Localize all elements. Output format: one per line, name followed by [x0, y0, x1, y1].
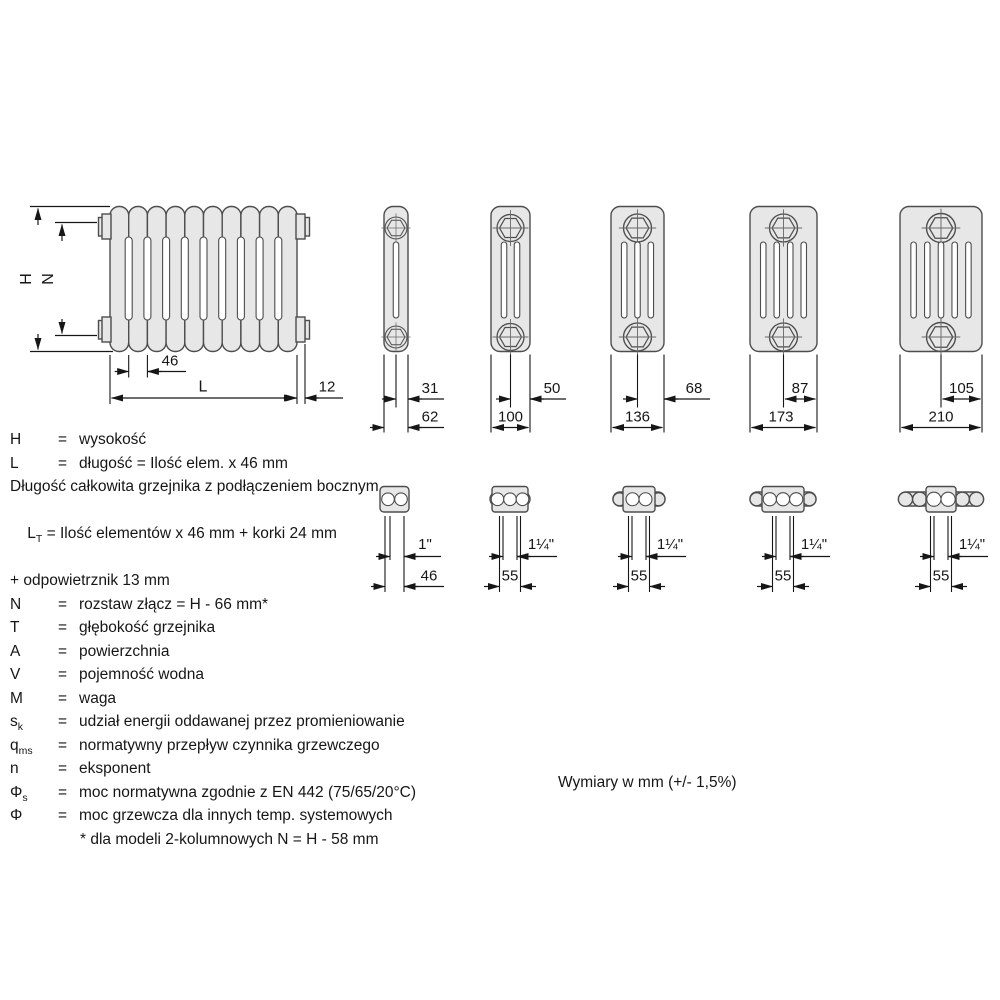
thread-size-value: 1¼"	[958, 536, 986, 553]
top-view-6-column	[898, 487, 988, 593]
thread-size-value: 1"	[418, 536, 432, 553]
legend-row-qms: $q_{ms}$ = normatywny przepływ czynnika grzewczego	[10, 736, 380, 757]
legend-row-v: V = pojemność wodna	[10, 666, 204, 683]
thread-size-value: 1¼"	[527, 536, 555, 553]
legend-row-phi: Φ = moc grzewcza dla innych temp. systemowych	[10, 807, 393, 824]
legend-row-l: L = długość = Ilość elem. x 46 mm	[10, 454, 288, 472]
depth-value: 173	[768, 408, 794, 426]
legend-row-air-vent: + odpowietrznik 13 mm	[10, 572, 170, 589]
half-depth-value: 31	[421, 380, 439, 397]
cross-section-5-column	[750, 207, 817, 433]
thread-size-value: 1¼"	[656, 536, 684, 553]
cross-section-4-column	[611, 207, 710, 433]
legend-row-exponent: n = eksponent	[10, 760, 151, 777]
legend-row-sk: $s_k$ = udział energii oddawanej przez promieniowanie	[10, 713, 405, 734]
element-pitch-value: 46	[161, 352, 179, 370]
legend-row-a: A = powierzchnia	[10, 642, 170, 660]
legend-row-t: T = głębokość grzejnika	[10, 619, 216, 636]
depth-value: 62	[421, 408, 439, 426]
depth-value: 136	[624, 408, 651, 426]
pitch-value: 55	[501, 567, 519, 585]
legend-row-lt: $L_T$ = Ilość elementów x 46 mm + korki 24 mm	[27, 525, 337, 546]
half-depth-value: 87	[791, 380, 809, 397]
legend-row-total-length: Długość całkowita grzejnika z podłączeniem bocznym	[10, 478, 379, 495]
legend-row-phi-s: $\Phi_s$ = moc normatywna zgodnie z EN 442 (75/65/20°C)	[10, 783, 417, 804]
height-label: H	[18, 273, 35, 285]
length-dimensions	[110, 344, 343, 404]
pitch-value: 46	[420, 567, 438, 585]
cross-section-2-column	[370, 207, 444, 433]
legend	[10, 428, 570, 851]
length-label: L	[198, 378, 208, 396]
legend-row-m: M = waga	[10, 689, 117, 707]
end-offset-value: 12	[318, 378, 336, 396]
top-view-4-column	[613, 487, 686, 593]
dimensions-note: Wymiary w mm (+/- 1,5%)	[558, 774, 737, 791]
spacing-label: N	[40, 273, 57, 285]
half-depth-value: 68	[685, 380, 703, 397]
legend-row-h: H = wysokość	[10, 431, 147, 448]
top-view-5-column	[750, 487, 830, 593]
half-depth-value: 50	[543, 380, 561, 397]
half-depth-value: 105	[948, 380, 975, 397]
legend-row-n: N = rozstaw złącz = H - 66 mm*	[10, 595, 269, 613]
element-gaps	[125, 237, 282, 320]
cross-section-6-column	[900, 207, 982, 433]
pitch-value: 55	[630, 567, 648, 585]
legend-footnote: * dla modeli 2-kolumnowych N = H - 58 mm	[80, 830, 379, 848]
front-view	[18, 207, 343, 405]
depth-value: 210	[928, 408, 954, 426]
pitch-value: 55	[774, 567, 792, 585]
cross-section-3-column	[491, 207, 566, 433]
pitch-value: 55	[932, 567, 950, 585]
depth-value: 100	[497, 408, 524, 426]
thread-size-value: 1¼"	[800, 536, 828, 553]
